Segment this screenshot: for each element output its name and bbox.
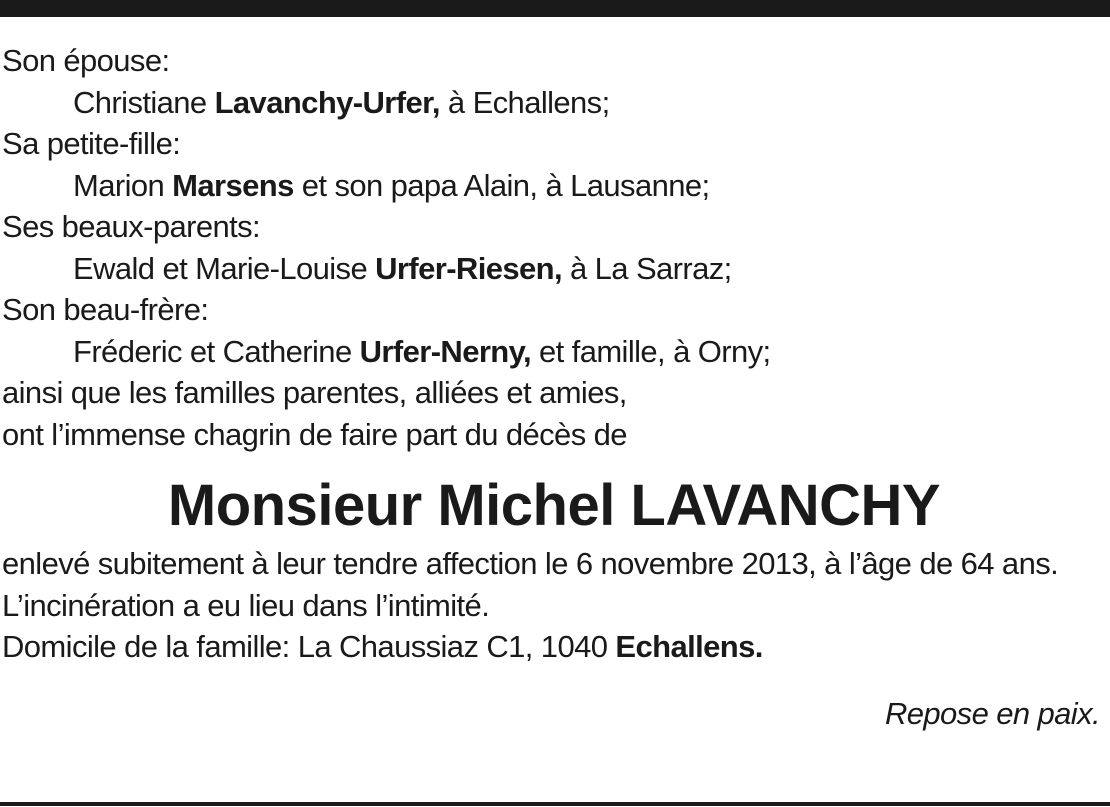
death-notice: enlevé subitement à leur tendre affection le 6 novembre 2013, à l’âge de 64 ans. [2, 546, 1059, 581]
intro-line-1: ainsi que les familles parentes, alliées et amies, [2, 375, 627, 410]
relation-label-brother-in-law: Son beau-frère: [2, 292, 209, 327]
family-member-spouse [2, 82, 1106, 124]
member-given-names: Ewald et Marie-Louise [73, 250, 376, 286]
relation-label-spouse: Son épouse: [2, 43, 170, 78]
member-residence: à Echallens; [439, 84, 610, 120]
member-given-names: Marion [73, 167, 173, 203]
member-residence: à La Sarraz; [562, 250, 732, 286]
member-given-names: Fréderic et Catherine [73, 333, 360, 369]
member-residence: et son papa Alain, à Lausanne; [293, 167, 710, 203]
member-surname: Urfer-Nerny, [359, 333, 531, 369]
intro-line-2: ont l’immense chagrin de faire part du décès de [2, 416, 627, 452]
closing-phrase: Repose en paix. [884, 695, 1100, 731]
member-surname: Marsens [172, 167, 294, 203]
obituary-text [2, 40, 1106, 734]
member-residence: et famille, à Orny; [531, 333, 771, 369]
relation-label-parents-in-law: Ses beaux-parents: [2, 209, 261, 244]
family-member-brother-in-law [2, 331, 1106, 373]
member-surname: Lavanchy-Urfer, [214, 84, 440, 120]
family-domicile [2, 626, 1106, 668]
family-member-granddaughter [2, 165, 1106, 207]
family-member-parents-in-law [2, 248, 1106, 290]
relation-label-granddaughter: Sa petite-fille: [2, 126, 181, 161]
domicile-city: Echallens. [615, 629, 763, 664]
member-surname: Urfer-Riesen, [375, 250, 562, 286]
top-border-rule [0, 0, 1110, 17]
cremation-note: L’incinération a eu lieu dans l’intimité. [2, 587, 490, 623]
member-given-names: Christiane [73, 84, 215, 120]
deceased-name: Monsieur Michel LAVANCHY [167, 473, 941, 538]
domicile-address: Domicile de la famille: La Chaussiaz C1, 1040 [2, 629, 616, 664]
bottom-border-rule [0, 802, 1110, 806]
